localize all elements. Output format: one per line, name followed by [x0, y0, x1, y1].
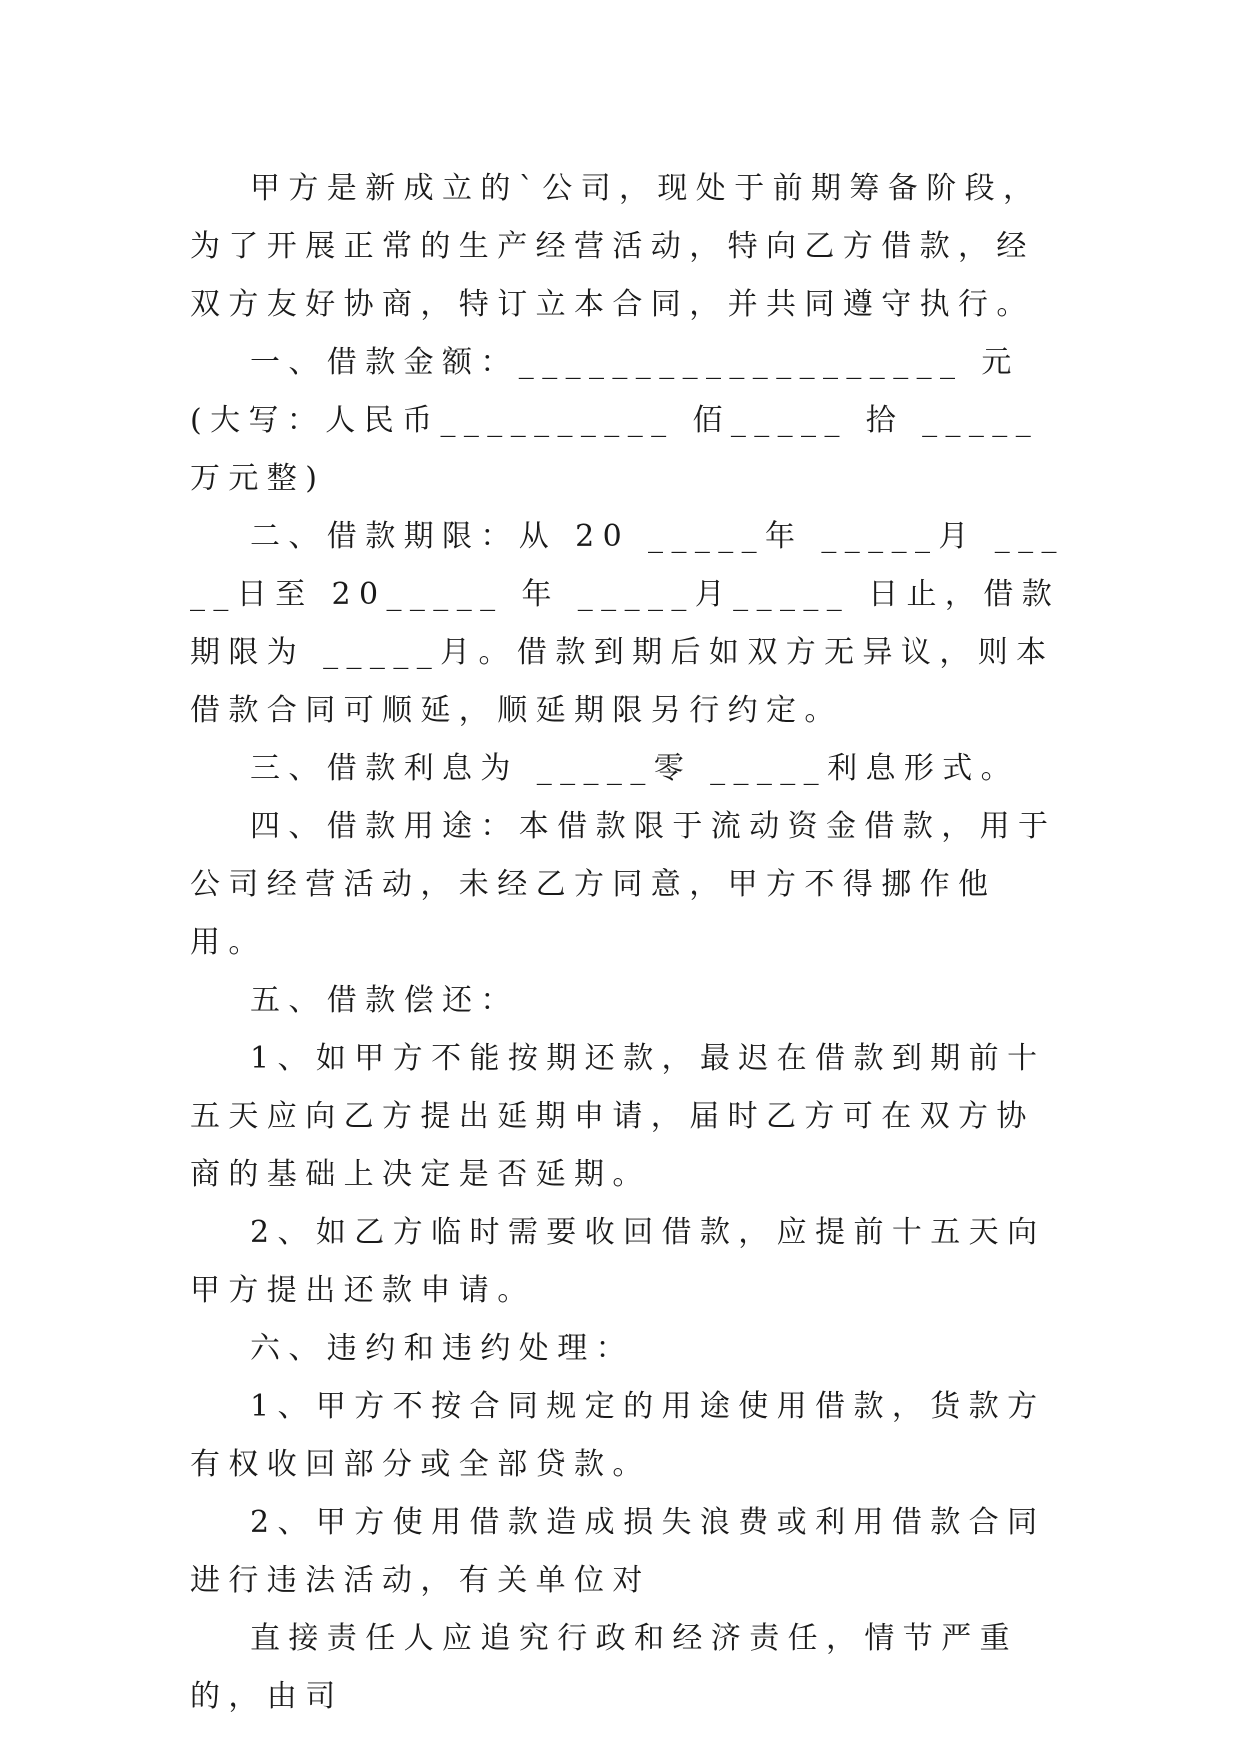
breach-item-2: 2、甲方使用借款造成损失浪费或利用借款合同进行违法活动，有关单位对 — [190, 1505, 1046, 1598]
contract-body — [190, 160, 1070, 1726]
loan-purpose-clause: 四、借款用途：本借款限于流动资金借款，用于公司经营活动，未经乙方同意，甲方不得挪作他用。 — [190, 809, 1057, 960]
breach-continuation: 直接责任人应追究行政和经济责任，情节严重的，由司 — [190, 1621, 1018, 1714]
repayment-item-1: 1、如甲方不能按期还款，最迟在借款到期前十五天应向乙方提出延期申请，届时乙方可在双方协商的基础上决定是否延期。 — [190, 1041, 1046, 1192]
breach-item-1: 1、甲方不按合同规定的用途使用借款，货款方有权收回部分或全部贷款。 — [190, 1389, 1046, 1482]
intro-paragraph: 甲方是新成立的`公司，现处于前期筹备阶段，为了开展正常的生产经营活动，特向乙方借款，经双方友好协商，特订立本合同，并共同遵守执行。 — [190, 171, 1042, 322]
loan-term-clause: 二、借款期限：从 20 _____年 _____月 _____日至 20_____ 年 _____月_____ 日止，借款期限为 _____月。借款到期后如双方无异议，则本借款合同可顺延，顺延期限另行约定。 — [190, 519, 1065, 728]
loan-interest-clause: 三、借款利息为 _____零 _____利息形式。 — [250, 751, 1020, 786]
repayment-heading: 五、借款偿还： — [250, 983, 519, 1018]
repayment-item-2: 2、如乙方临时需要收回借款，应提前十五天向甲方提出还款申请。 — [190, 1215, 1046, 1308]
breach-heading: 六、违约和违约处理： — [250, 1331, 634, 1366]
loan-amount-clause: 一、借款金额：___________________ 元(大写：人民币__________ 佰_____ 拾 _____万元整) — [190, 345, 1040, 496]
